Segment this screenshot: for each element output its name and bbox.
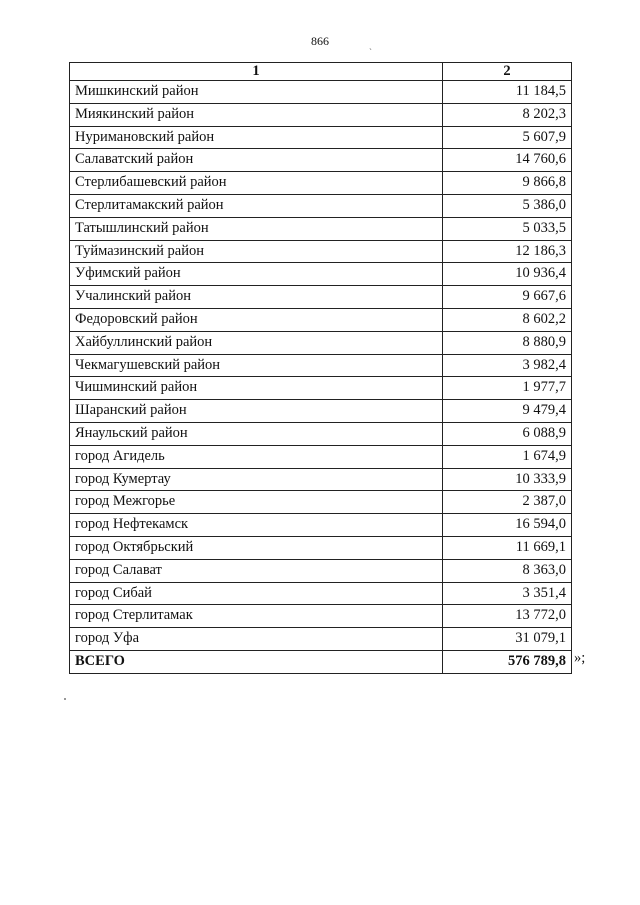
page-number: 866 xyxy=(311,34,329,48)
table-row xyxy=(70,422,572,445)
district-value: 8 363,0 xyxy=(443,559,572,582)
district-name: город Уфа xyxy=(70,628,443,651)
district-name: город Кумертау xyxy=(70,468,443,491)
scan-mark: ˎ xyxy=(369,40,372,50)
district-value: 12 186,3 xyxy=(443,240,572,263)
district-name: Янаульский район xyxy=(70,422,443,445)
table-row xyxy=(70,217,572,240)
district-name: Хайбуллинский район xyxy=(70,331,443,354)
district-name: Миякинский район xyxy=(70,103,443,126)
district-value: 31 079,1 xyxy=(443,628,572,651)
table-row xyxy=(70,377,572,400)
district-name: город Нефтекамск xyxy=(70,514,443,537)
scan-speck xyxy=(64,698,66,700)
table-row xyxy=(70,194,572,217)
district-value: 8 202,3 xyxy=(443,103,572,126)
district-name: Шаранский район xyxy=(70,400,443,423)
table-row xyxy=(70,240,572,263)
district-value: 11 184,5 xyxy=(443,81,572,104)
district-name: Чишминский район xyxy=(70,377,443,400)
district-value: 1 674,9 xyxy=(443,445,572,468)
district-name: Учалинский район xyxy=(70,286,443,309)
district-value: 9 667,6 xyxy=(443,286,572,309)
table-row xyxy=(70,103,572,126)
district-name: Федоровский район xyxy=(70,308,443,331)
header-col-1: 1 xyxy=(70,63,443,81)
district-value: 14 760,6 xyxy=(443,149,572,172)
header-col-2: 2 xyxy=(443,63,572,81)
table-row xyxy=(70,308,572,331)
district-value: 3 351,4 xyxy=(443,582,572,605)
table-row xyxy=(70,536,572,559)
district-name: Татышлинский район xyxy=(70,217,443,240)
district-value: 9 866,8 xyxy=(443,172,572,195)
total-row xyxy=(70,650,572,673)
district-value: 9 479,4 xyxy=(443,400,572,423)
table-row xyxy=(70,81,572,104)
table-row xyxy=(70,149,572,172)
district-name: город Салават xyxy=(70,559,443,582)
district-value: 5 607,9 xyxy=(443,126,572,149)
total-value: 576 789,8 xyxy=(443,650,572,673)
district-value: 16 594,0 xyxy=(443,514,572,537)
table-row xyxy=(70,582,572,605)
total-label: ВСЕГО xyxy=(70,650,443,673)
table-row xyxy=(70,172,572,195)
district-name: город Стерлитамак xyxy=(70,605,443,628)
table-row xyxy=(70,445,572,468)
district-value: 11 669,1 xyxy=(443,536,572,559)
district-name: Стерлитамакский район xyxy=(70,194,443,217)
table-row xyxy=(70,559,572,582)
table-row xyxy=(70,263,572,286)
table-row xyxy=(70,491,572,514)
table-row xyxy=(70,514,572,537)
district-name: город Агидель xyxy=(70,445,443,468)
district-name: Мишкинский район xyxy=(70,81,443,104)
table-row xyxy=(70,468,572,491)
district-name: город Сибай xyxy=(70,582,443,605)
district-table xyxy=(69,62,572,674)
district-name: Уфимский район xyxy=(70,263,443,286)
district-value: 6 088,9 xyxy=(443,422,572,445)
district-name: Чекмагушевский район xyxy=(70,354,443,377)
district-name: Туймазинский район xyxy=(70,240,443,263)
table-body xyxy=(70,81,572,674)
header-row xyxy=(70,63,572,81)
table-row xyxy=(70,628,572,651)
table-row xyxy=(70,126,572,149)
district-value: 5 033,5 xyxy=(443,217,572,240)
district-value: 1 977,7 xyxy=(443,377,572,400)
table-row xyxy=(70,400,572,423)
district-value: 3 982,4 xyxy=(443,354,572,377)
district-value: 8 880,9 xyxy=(443,331,572,354)
district-value: 10 936,4 xyxy=(443,263,572,286)
district-name: город Октябрьский xyxy=(70,536,443,559)
district-name: Нуримановский район xyxy=(70,126,443,149)
table-row xyxy=(70,605,572,628)
closing-quote-mark: »; xyxy=(574,650,586,666)
district-name: город Межгорье xyxy=(70,491,443,514)
district-name: Салаватский район xyxy=(70,149,443,172)
district-value: 10 333,9 xyxy=(443,468,572,491)
district-value: 8 602,2 xyxy=(443,308,572,331)
table-row xyxy=(70,286,572,309)
district-value: 2 387,0 xyxy=(443,491,572,514)
table-row xyxy=(70,354,572,377)
district-value: 5 386,0 xyxy=(443,194,572,217)
district-value: 13 772,0 xyxy=(443,605,572,628)
district-name: Стерлибашевский район xyxy=(70,172,443,195)
table-row xyxy=(70,331,572,354)
